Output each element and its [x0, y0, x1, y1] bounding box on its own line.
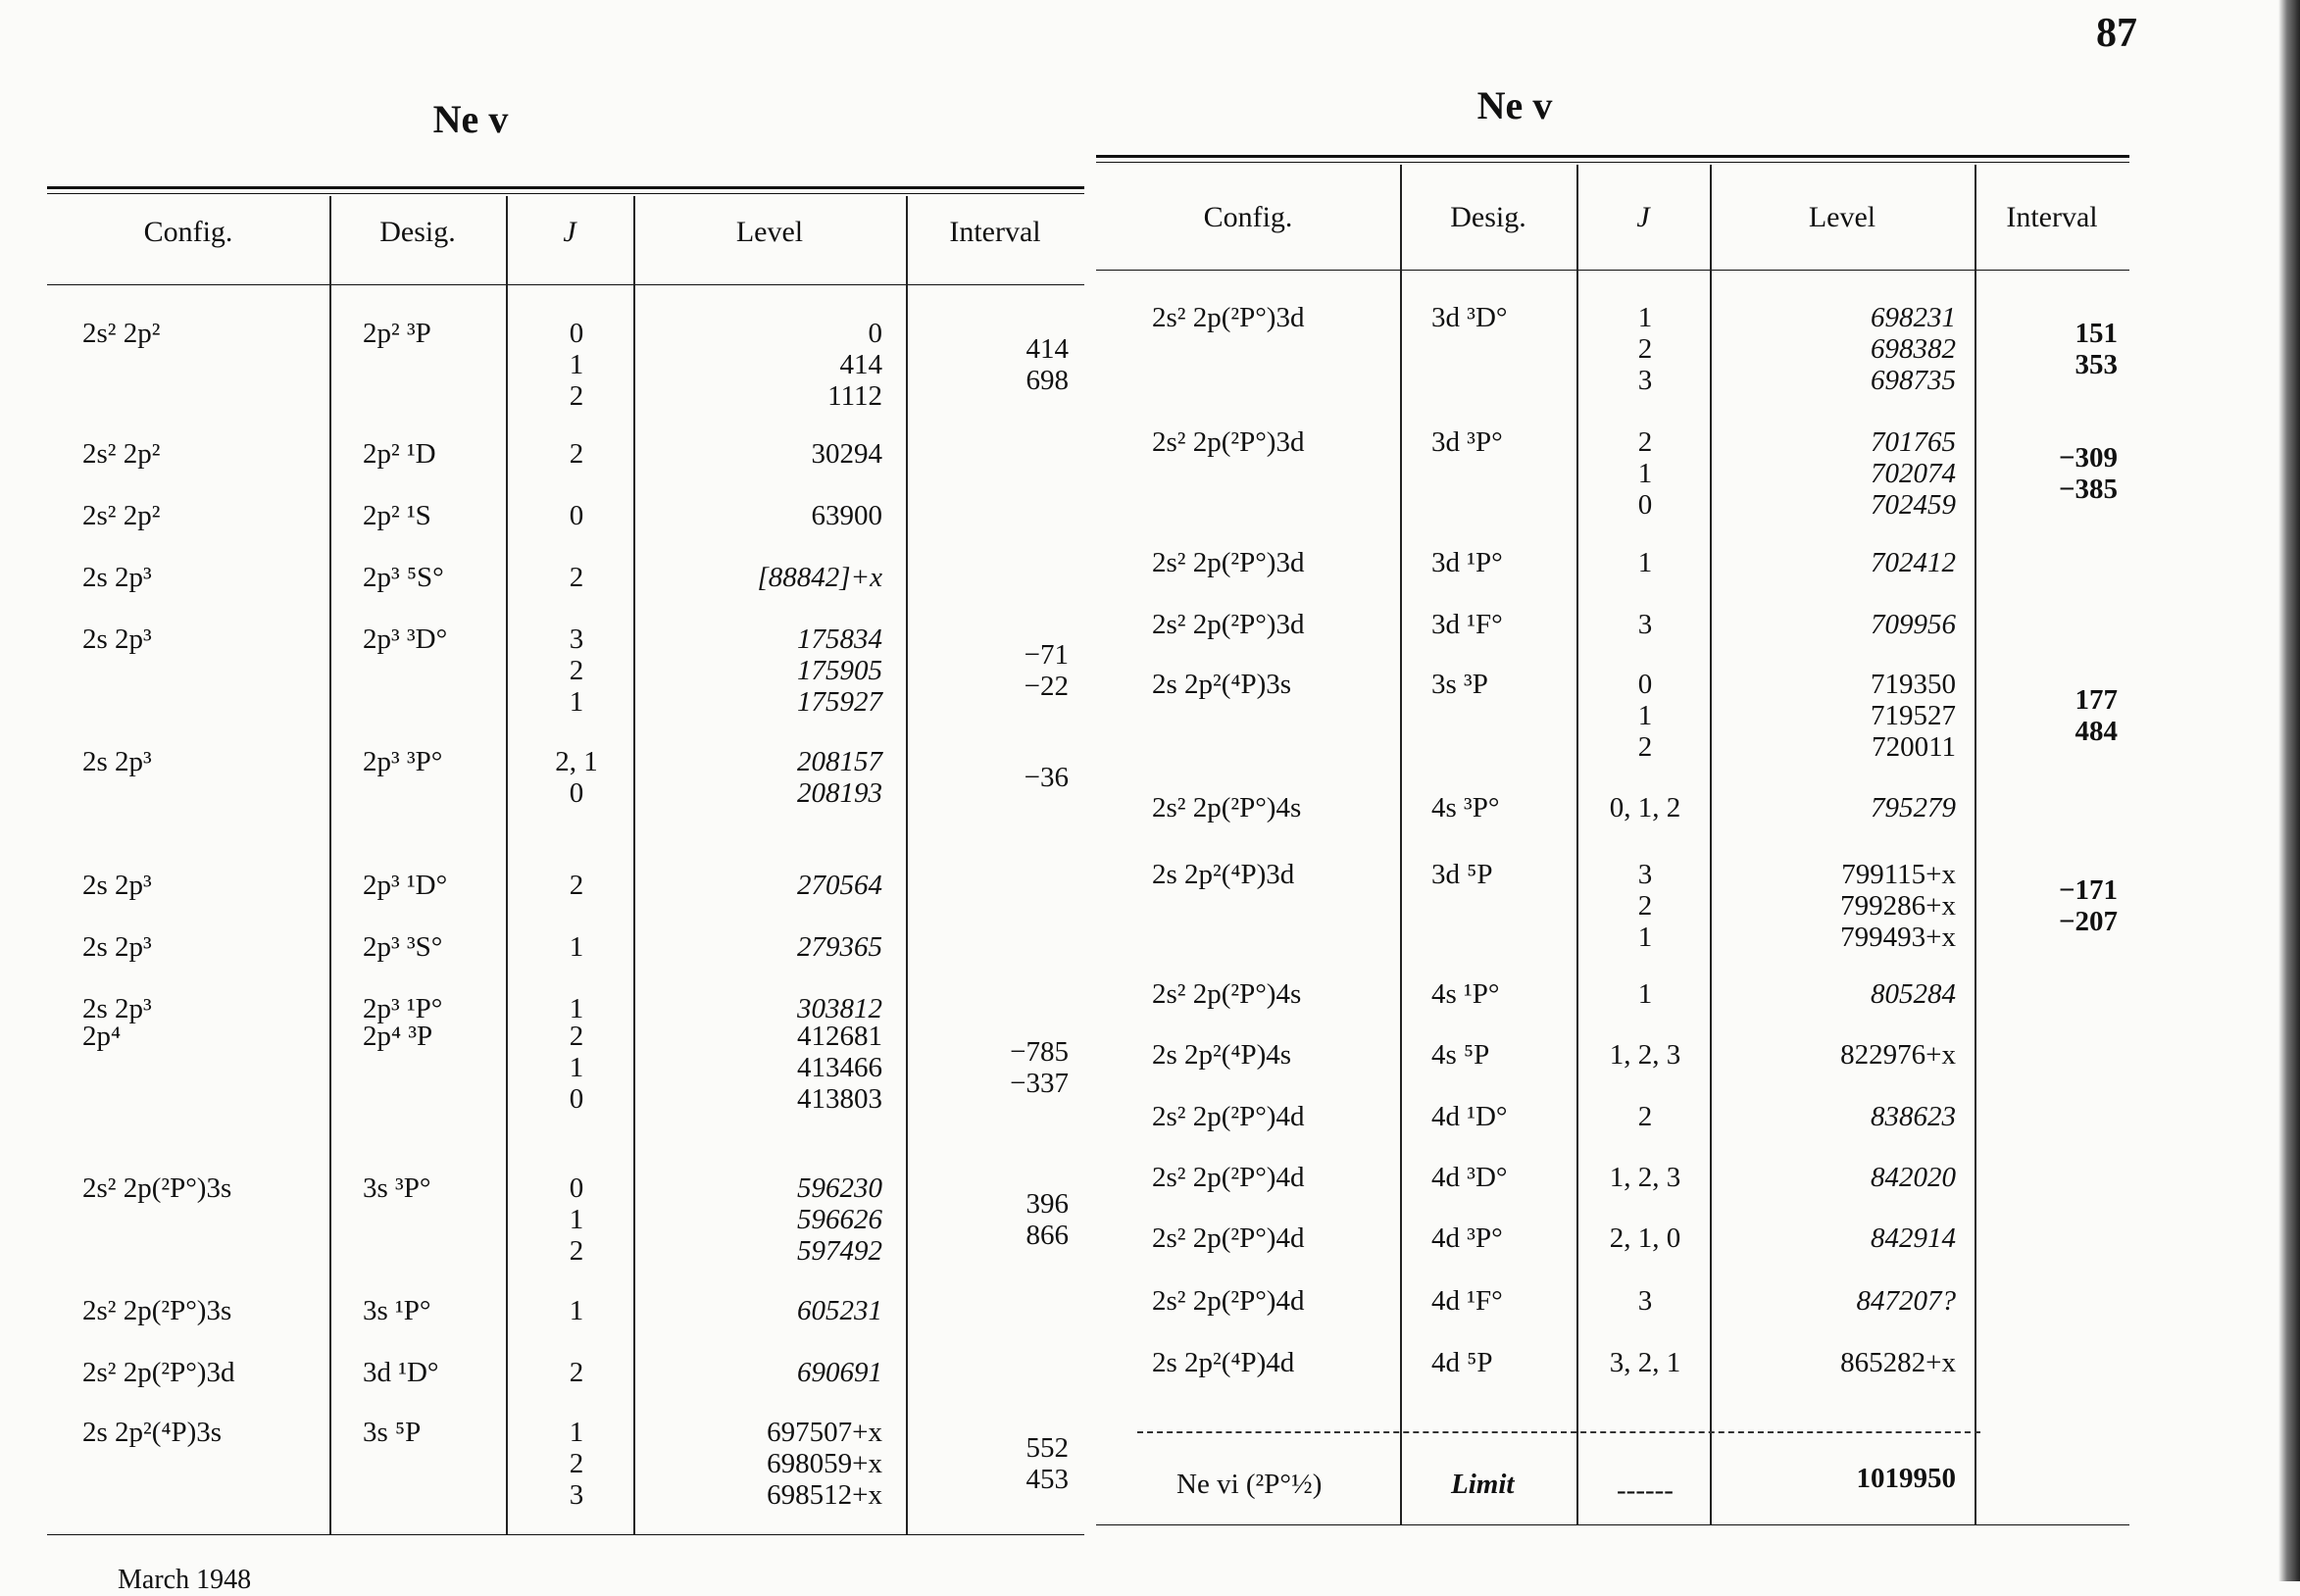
designation-cell: 3s ¹P° [363, 1295, 431, 1326]
j-value: 2 [569, 1021, 584, 1052]
j-value: 2 [1637, 731, 1653, 763]
designation-cell: 2p² ¹S [363, 500, 431, 531]
column-header-interval: Interval [949, 216, 1041, 248]
column-separator [906, 196, 908, 1534]
j-value: 1, 2, 3 [1609, 1162, 1681, 1193]
level-value: 596230 [797, 1172, 882, 1204]
column-header-interval: Interval [2006, 201, 2098, 233]
j-value: 2 [1637, 890, 1653, 922]
designation-cell: 4s ⁵P [1431, 1039, 1490, 1071]
j-value: 1 [1637, 458, 1653, 489]
interval-value: 151 [2075, 318, 2118, 349]
j-value: 1 [1637, 978, 1653, 1010]
config-cell: 2s² 2p(²P°)3s [82, 1172, 232, 1204]
level-value: 303812 [797, 993, 882, 1024]
config-cell: 2s 2p²(⁴P)4d [1152, 1347, 1295, 1378]
level-value: 799286+x [1840, 890, 1956, 922]
table-top-rule-thin [47, 193, 1084, 194]
config-cell: 2s 2p³ [82, 562, 152, 593]
j-value: 2 [1637, 426, 1653, 458]
level-value: 605231 [797, 1295, 882, 1326]
table-title: Ne v [1476, 83, 1553, 127]
designation-cell: 2p³ ⁵S° [363, 562, 444, 593]
designation-cell: 2p³ ³S° [363, 931, 443, 963]
config-cell: 2p⁴ [82, 1021, 122, 1052]
limit-j: ------ [1617, 1474, 1674, 1506]
level-value: 0 [868, 318, 882, 349]
config-cell: 2s² 2p² [82, 500, 161, 531]
limit-separator [1137, 1431, 1980, 1433]
level-value: 795279 [1871, 792, 1956, 823]
level-value: 414 [839, 349, 882, 380]
j-value: 2 [1637, 1101, 1653, 1132]
j-value: 2 [569, 438, 584, 470]
table-bottom-rule [1096, 1524, 2129, 1525]
designation-cell: 4d ¹F° [1431, 1285, 1503, 1317]
j-value: 1 [1637, 547, 1653, 578]
designation-cell: 2p³ ³D° [363, 623, 448, 655]
level-value: 698059+x [767, 1448, 882, 1479]
config-cell: 2s² 2p(²P°)4d [1152, 1162, 1305, 1193]
designation-cell: 2p³ ¹D° [363, 870, 448, 901]
designation-cell: 3s ³P [1431, 669, 1488, 700]
level-value: 698735 [1871, 365, 1956, 396]
level-value: 702412 [1871, 547, 1956, 578]
j-value: 2 [569, 1448, 584, 1479]
config-cell: 2s 2p³ [82, 623, 152, 655]
column-header-desig: Desig. [379, 216, 456, 248]
level-value: 596626 [797, 1204, 882, 1235]
designation-cell: 3d ¹F° [1431, 609, 1503, 640]
j-value: 1 [569, 993, 584, 1024]
designation-cell: 2p² ¹D [363, 438, 436, 470]
j-value: 2 [569, 870, 584, 901]
interval-value: −171 [2058, 874, 2118, 906]
level-value: 208193 [797, 777, 882, 809]
level-value: 822976+x [1840, 1039, 1956, 1071]
interval-value: −207 [2058, 906, 2118, 937]
j-value: 0, 1, 2 [1609, 792, 1681, 823]
level-value: 270564 [797, 870, 882, 901]
config-cell: 2s² 2p(²P°)4s [1152, 792, 1302, 823]
config-cell: 2s 2p²(⁴P)4s [1152, 1039, 1292, 1071]
interval-value: −36 [1024, 762, 1069, 793]
level-value: 1112 [827, 380, 882, 412]
column-header-config: Config. [1203, 201, 1293, 233]
level-value: [88842]+x [757, 562, 882, 593]
designation-cell: 3d ³P° [1431, 426, 1503, 458]
table-title: Ne v [432, 97, 509, 141]
j-value: 1 [569, 686, 584, 718]
level-value: 702074 [1871, 458, 1956, 489]
interval-value: −337 [1010, 1068, 1069, 1099]
level-value: 799493+x [1840, 922, 1956, 953]
level-value: 701765 [1871, 426, 1956, 458]
interval-value: −71 [1024, 639, 1069, 671]
config-cell: 2s² 2p² [82, 318, 161, 349]
level-value: 842020 [1871, 1162, 1956, 1193]
level-value: 63900 [811, 500, 882, 531]
designation-cell: 2p³ ³P° [363, 746, 443, 777]
interval-value: 698 [1025, 365, 1069, 396]
j-value: 3, 2, 1 [1609, 1347, 1681, 1378]
j-value: 1 [569, 1204, 584, 1235]
level-value: 865282+x [1840, 1347, 1956, 1378]
level-value: 698382 [1871, 333, 1956, 365]
j-value: 1 [569, 1052, 584, 1083]
interval-value: −385 [2058, 474, 2118, 505]
config-cell: 2s² 2p(²P°)3d [1152, 426, 1305, 458]
table-top-rule-thin [1096, 162, 2129, 163]
column-header-config: Config. [143, 216, 233, 248]
interval-value: −309 [2058, 442, 2118, 474]
designation-cell: 4d ³P° [1431, 1222, 1503, 1254]
j-value: 1 [569, 1295, 584, 1326]
table-top-rule [47, 186, 1084, 189]
j-value: 3 [569, 623, 584, 655]
designation-cell: 3d ¹P° [1431, 547, 1503, 578]
level-value: 208157 [797, 746, 882, 777]
j-value: 1 [1637, 700, 1653, 731]
table-top-rule [1096, 155, 2129, 158]
level-value: 698231 [1871, 302, 1956, 333]
level-value: 720011 [1872, 731, 1956, 763]
config-cell: 2s 2p³ [82, 993, 152, 1024]
level-value: 719350 [1871, 669, 1956, 700]
designation-cell: 3d ¹D° [363, 1357, 439, 1388]
designation-cell: 3s ⁵P [363, 1417, 422, 1448]
designation-cell: 4s ³P° [1431, 792, 1500, 823]
interval-value: 866 [1025, 1220, 1069, 1251]
designation-cell: 2p³ ¹P° [363, 993, 443, 1024]
level-value: 30294 [811, 438, 882, 470]
j-value: 2 [1637, 333, 1653, 365]
j-value: 3 [1637, 859, 1653, 890]
column-separator [1400, 165, 1402, 1524]
config-cell: 2s² 2p(²P°)3d [1152, 302, 1305, 333]
table-bottom-rule [47, 1534, 1084, 1535]
level-value: 838623 [1871, 1101, 1956, 1132]
j-value: 0 [569, 777, 584, 809]
j-value: 2 [569, 655, 584, 686]
page-number: 87 [2096, 11, 2137, 56]
j-value: 0 [569, 500, 584, 531]
designation-cell: 2p² ³P [363, 318, 431, 349]
j-value: 2 [569, 380, 584, 412]
config-cell: 2s 2p²(⁴P)3s [82, 1417, 223, 1448]
interval-value: 177 [2075, 684, 2118, 716]
footer-date: March 1948 [118, 1565, 252, 1595]
level-value: 413803 [797, 1083, 882, 1115]
limit-desig: Limit [1451, 1469, 1515, 1500]
designation-cell: 4d ⁵P [1431, 1347, 1493, 1378]
column-header-j: J [1636, 201, 1650, 233]
level-value: 697507+x [767, 1417, 882, 1448]
level-value: 799115+x [1841, 859, 1956, 890]
j-value: 0 [569, 318, 584, 349]
column-header-j: J [563, 216, 576, 248]
config-cell: 2s² 2p(²P°)3s [82, 1295, 232, 1326]
interval-value: −785 [1010, 1036, 1069, 1068]
interval-value: −22 [1024, 671, 1069, 702]
config-cell: 2s 2p³ [82, 870, 152, 901]
j-value: 1 [569, 349, 584, 380]
config-cell: 2s² 2p² [82, 438, 161, 470]
j-value: 3 [1637, 365, 1653, 396]
column-separator [329, 196, 331, 1534]
level-value: 413466 [797, 1052, 882, 1083]
level-value: 279365 [797, 931, 882, 963]
limit-level: 1019950 [1856, 1463, 1956, 1494]
column-header-desig: Desig. [1450, 201, 1526, 233]
header-underline [47, 284, 1084, 285]
config-cell: 2s² 2p(²P°)4d [1152, 1285, 1305, 1317]
level-value: 597492 [797, 1235, 882, 1267]
level-value: 698512+x [767, 1479, 882, 1511]
j-value: 2 [569, 1357, 584, 1388]
j-value: 1, 2, 3 [1609, 1039, 1681, 1071]
config-cell: 2s² 2p(²P°)3d [1152, 609, 1305, 640]
config-cell: 2s 2p²(⁴P)3d [1152, 859, 1295, 890]
j-value: 1 [1637, 302, 1653, 333]
interval-value: 414 [1025, 333, 1069, 365]
designation-cell: 3d ⁵P [1431, 859, 1493, 890]
designation-cell: 4s ¹P° [1431, 978, 1500, 1010]
limit-config: Ne vi (²P°½) [1176, 1469, 1323, 1500]
j-value: 0 [569, 1083, 584, 1115]
j-value: 2, 1 [555, 746, 598, 777]
j-value: 2 [569, 1235, 584, 1267]
j-value: 1 [1637, 922, 1653, 953]
level-value: 175905 [797, 655, 882, 686]
interval-value: 353 [2075, 349, 2118, 380]
designation-cell: 4d ³D° [1431, 1162, 1508, 1193]
designation-cell: 2p⁴ ³P [363, 1021, 433, 1052]
level-value: 175834 [797, 623, 882, 655]
interval-value: 453 [1025, 1464, 1069, 1495]
designation-cell: 3s ³P° [363, 1172, 431, 1204]
config-cell: 2s 2p³ [82, 746, 152, 777]
level-value: 690691 [797, 1357, 882, 1388]
config-cell: 2s² 2p(²P°)3d [1152, 547, 1305, 578]
j-value: 0 [1637, 669, 1653, 700]
designation-cell: 4d ¹D° [1431, 1101, 1508, 1132]
j-value: 2, 1, 0 [1609, 1222, 1681, 1254]
level-value: 412681 [797, 1021, 882, 1052]
j-value: 3 [1637, 609, 1653, 640]
designation-cell: 3d ³D° [1431, 302, 1508, 333]
config-cell: 2s² 2p(²P°)4d [1152, 1101, 1305, 1132]
j-value: 2 [569, 562, 584, 593]
j-value: 3 [1637, 1285, 1653, 1317]
level-value: 842914 [1871, 1222, 1956, 1254]
j-value: 0 [1637, 489, 1653, 521]
level-value: 805284 [1871, 978, 1956, 1010]
level-value: 709956 [1871, 609, 1956, 640]
config-cell: 2s² 2p(²P°)4d [1152, 1222, 1305, 1254]
level-value: 175927 [797, 686, 882, 718]
config-cell: 2s 2p²(⁴P)3s [1152, 669, 1292, 700]
config-cell: 2s 2p³ [82, 931, 152, 963]
interval-value: 396 [1025, 1188, 1069, 1220]
column-header-level: Level [1808, 201, 1876, 233]
column-header-level: Level [735, 216, 804, 248]
j-value: 0 [569, 1172, 584, 1204]
book-binding-edge [2278, 0, 2300, 1581]
level-value: 702459 [1871, 489, 1956, 521]
j-value: 1 [569, 1417, 584, 1448]
config-cell: 2s² 2p(²P°)4s [1152, 978, 1302, 1010]
j-value: 1 [569, 931, 584, 963]
level-value: 719527 [1871, 700, 1956, 731]
interval-value: 552 [1025, 1432, 1069, 1464]
j-value: 3 [569, 1479, 584, 1511]
level-value: 847207? [1856, 1285, 1956, 1317]
config-cell: 2s² 2p(²P°)3d [82, 1357, 235, 1388]
interval-value: 484 [2075, 716, 2118, 747]
